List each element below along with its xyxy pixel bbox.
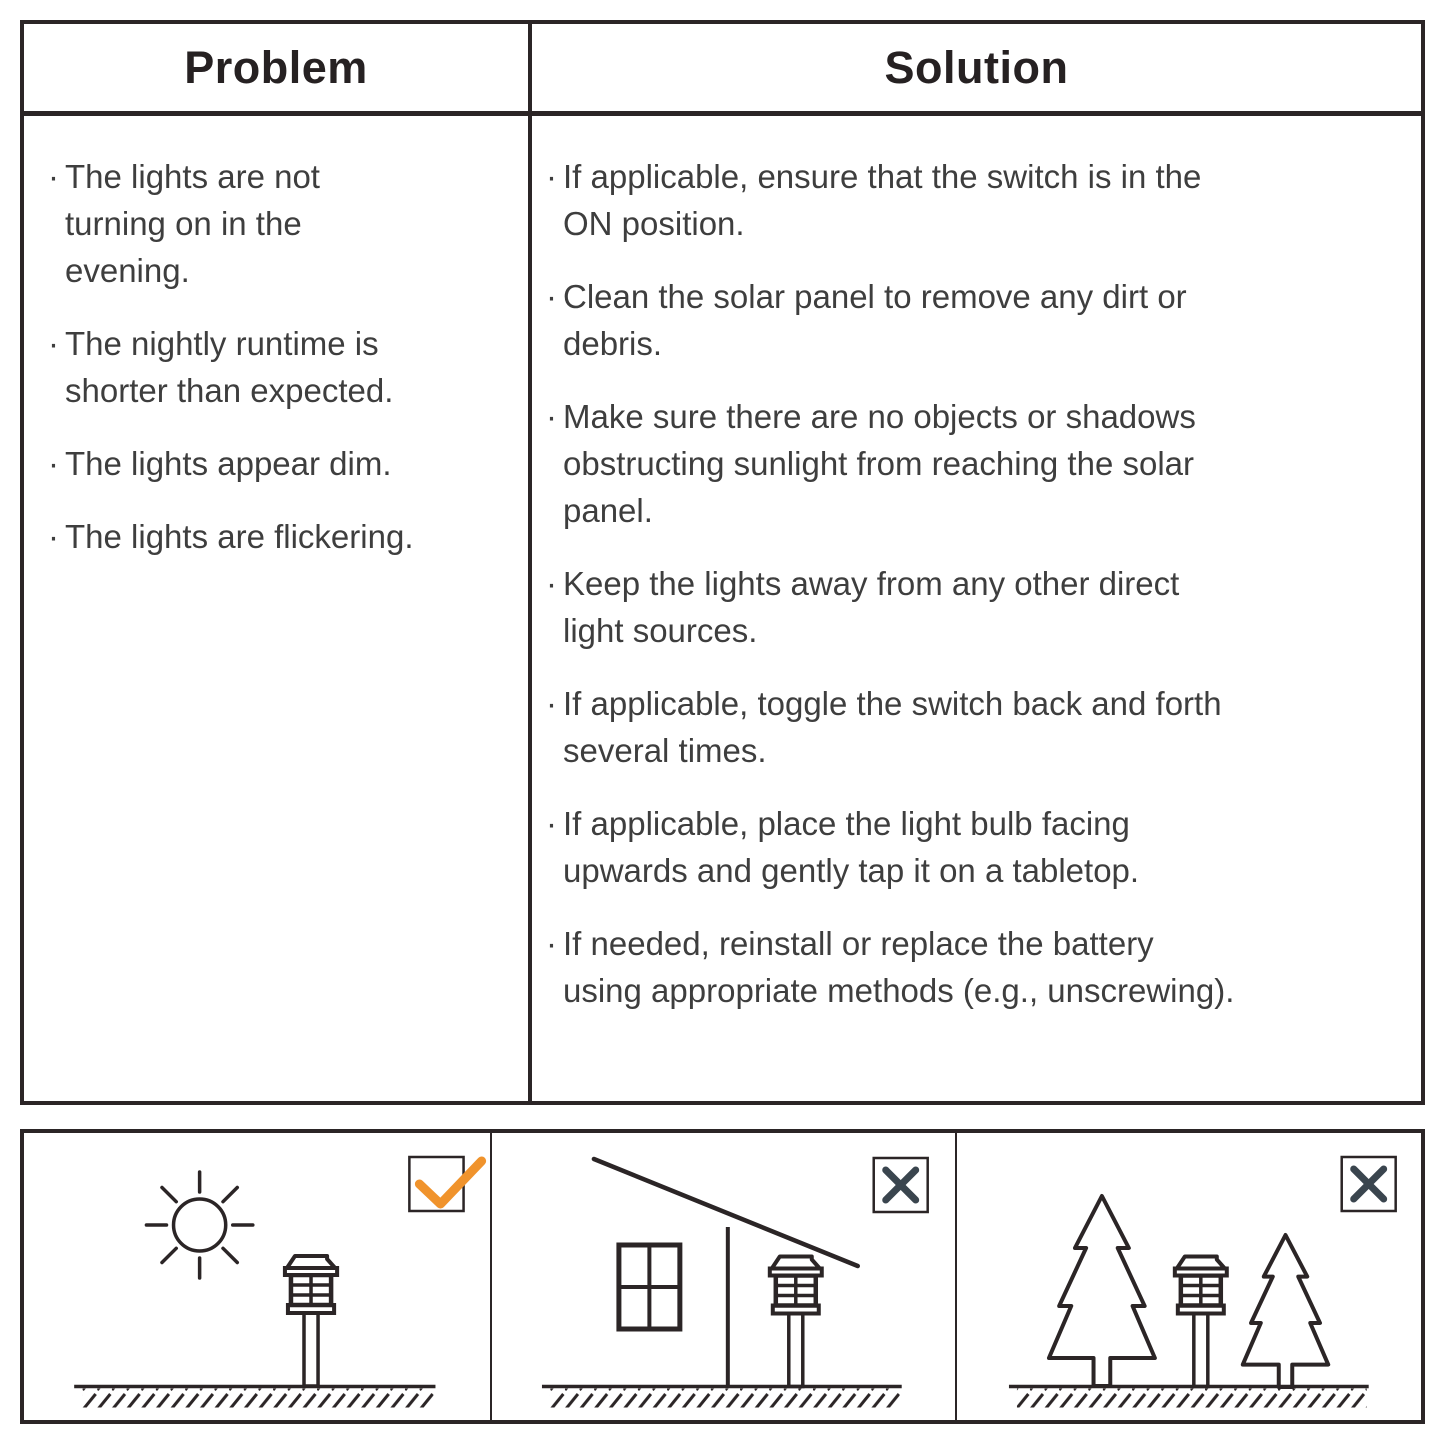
figure-panel-trees (955, 1133, 1421, 1420)
column-header-solution (532, 24, 1421, 116)
item-text: Clean the solar panel to remove any dirt or debris. (563, 278, 1187, 362)
list-item (546, 920, 1403, 1014)
list-item (48, 440, 510, 487)
solar-path-light-icon (1175, 1257, 1227, 1387)
figure-panel-sunlight (24, 1133, 490, 1420)
bullet-dot: · (48, 518, 59, 555)
bullet-dot: · (546, 685, 557, 722)
list-item (546, 560, 1403, 654)
pine-tree-large-icon (1049, 1196, 1155, 1386)
solution-list (532, 116, 1421, 1101)
problem-list (24, 116, 532, 1101)
solar-path-light-icon (285, 1256, 337, 1386)
ground-icon (74, 1387, 435, 1408)
solution-header-label: Solution (884, 41, 1069, 93)
bullet-dot: · (546, 805, 557, 842)
item-text: If applicable, toggle the switch back and forth several times. (563, 685, 1222, 769)
placement-figures (20, 1129, 1425, 1424)
bullet-dot: · (546, 925, 557, 962)
sun-icon (146, 1172, 252, 1278)
list-item (546, 680, 1403, 774)
column-header-problem (24, 24, 532, 116)
bullet-dot: · (48, 158, 59, 195)
crossbox-icon (873, 1158, 927, 1212)
item-text: The lights are not turning on in the evening. (65, 158, 320, 289)
checkbox-icon (409, 1157, 481, 1211)
window-icon (619, 1245, 680, 1329)
manual-page (20, 0, 1425, 1424)
figure-trees-drawing (957, 1133, 1421, 1420)
solar-path-light-icon (769, 1257, 821, 1387)
item-text: Keep the lights away from any other direct light sources. (563, 565, 1180, 649)
item-text: The lights appear dim. (65, 445, 392, 482)
ground-icon (1009, 1387, 1369, 1408)
problem-header-label: Problem (184, 41, 368, 93)
figure-panel-roof (490, 1133, 956, 1420)
ground-icon (542, 1387, 902, 1408)
item-text: If applicable, place the light bulb facing upwards and gently tap it on a tabletop. (563, 805, 1140, 889)
item-text: The nightly runtime is shorter than expected. (65, 325, 394, 409)
pine-tree-small-icon (1243, 1235, 1328, 1387)
item-text: Make sure there are no objects or shadows obstructing sunlight from reaching the solar panel. (563, 398, 1196, 529)
crossbox-icon (1342, 1157, 1396, 1211)
list-item (546, 273, 1403, 367)
list-item (48, 320, 510, 414)
bullet-dot: · (546, 158, 557, 195)
bullet-dot: · (546, 278, 557, 315)
list-item (546, 153, 1403, 247)
item-text: If needed, reinstall or replace the battery using appropriate methods (e.g., unscrewing). (563, 925, 1235, 1009)
bullet-dot: · (48, 325, 59, 362)
bullet-dot: · (546, 565, 557, 602)
bullet-dot: · (48, 445, 59, 482)
list-item (48, 513, 510, 560)
list-item (546, 800, 1403, 894)
bullet-dot: · (546, 398, 557, 435)
item-text: If applicable, ensure that the switch is in the ON position. (563, 158, 1202, 242)
list-item (48, 153, 510, 294)
troubleshooting-table (20, 20, 1425, 1105)
figure-sunlight-drawing (24, 1133, 490, 1420)
list-item (546, 393, 1403, 534)
item-text: The lights are flickering. (65, 518, 414, 555)
figure-roof-drawing (492, 1133, 956, 1420)
